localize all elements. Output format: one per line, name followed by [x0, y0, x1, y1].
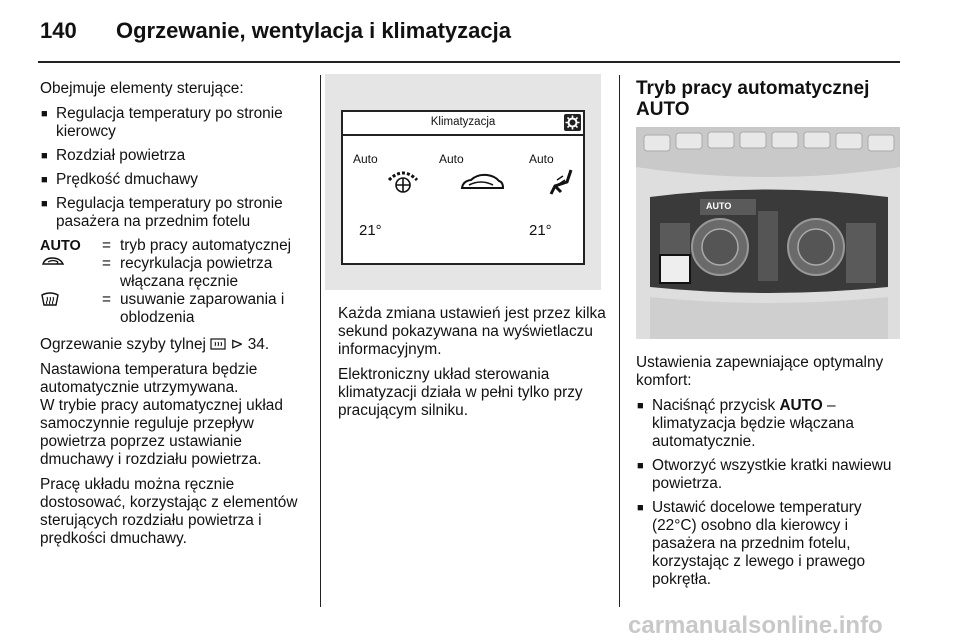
legend-eq: =	[102, 237, 111, 254]
legend-desc: recyrkulacja powietrza włączana ręcznie	[120, 255, 273, 290]
para-auto-maintain: Nastawiona temperatura będzie automatycznie utrzymywana.	[40, 361, 258, 396]
para-display-change: Każda zmiana ustawień jest przez kilka sekund pokazywana na wyświetlaczu informacyjnym.	[338, 305, 606, 358]
legend-eq: =	[102, 291, 111, 308]
auto-label-left: Auto	[353, 152, 378, 166]
list-item: ■ Regulacja temperatury po stronie pasażera na przednim fotelu	[40, 195, 302, 231]
intro-text: Obejmuje elementy sterujące:	[40, 80, 244, 97]
controls-list	[40, 105, 302, 231]
column-3	[636, 354, 902, 597]
info-display-figure	[325, 74, 601, 290]
auto-button-label: AUTO	[706, 201, 732, 211]
rear-window-text	[40, 336, 302, 354]
reference-arrow-icon: ⊳	[230, 336, 244, 353]
column-2	[338, 305, 608, 427]
display-title: Klimatyzacja	[343, 112, 583, 136]
seat-airflow-icon	[547, 168, 577, 203]
para-auto-mode: W trybie pracy automatycznej układ samoczynnie reguluje przepływ powietrza poprzez ustawianie dmuchawy i rozdziału powietrza.	[40, 397, 283, 468]
page-reference: 34.	[247, 336, 270, 353]
comfort-intro: Ustawienia zapewniające optymalny komfort:	[636, 354, 884, 389]
climate-display	[341, 110, 585, 265]
rear-window-label: Ogrzewanie szyby tylnej	[40, 336, 206, 353]
settings-gear-icon	[564, 114, 581, 131]
climate-control-panel-photo	[636, 127, 900, 339]
auto-steps-list	[636, 397, 902, 589]
column-divider-2	[619, 75, 620, 607]
page-title: Ogrzewanie, wentylacja i klimatyzacja	[116, 18, 511, 43]
para-engine-running: Elektroniczny układ sterowania klimatyzacji działa w pełni tylko przy pracującym silniku.	[338, 366, 583, 419]
header-divider	[38, 61, 900, 63]
list-item: ■ Prędkość dmuchawy	[40, 171, 302, 189]
step-text: Otworzyć wszystkie kratki nawiewu powietrza.	[652, 457, 892, 492]
list-item	[636, 397, 902, 451]
auto-label-right: Auto	[529, 152, 554, 166]
step-text: Naciśnąć przycisk	[652, 397, 780, 414]
para-manual: Pracę układu można ręcznie dostosować, korzystając z elementów sterujących rozdziału powietrza i prędkości dmuchawy.	[40, 476, 298, 547]
column-1	[40, 80, 302, 555]
temperature-left: 21°	[359, 222, 382, 239]
symbol-legend	[40, 237, 302, 327]
page-number: 140	[40, 18, 77, 43]
windshield-defrost-icon	[40, 291, 102, 327]
list-item: ■ Rozdział powietrza	[40, 147, 302, 165]
recirculation-icon	[40, 255, 102, 291]
legend-key-auto: AUTO	[40, 238, 81, 254]
auto-label-center: Auto	[439, 152, 464, 166]
step-text: – klimatyzacja będzie włączana automatycznie.	[652, 397, 854, 450]
rear-window-heater-icon	[210, 337, 226, 349]
section-title-auto-mode: Tryb pracy automatycznej AUTO	[636, 78, 870, 120]
watermark: carmanualsonline.info	[628, 612, 883, 639]
list-item: ■ Regulacja temperatury po stronie kierowcy	[40, 105, 302, 141]
column-divider-1	[320, 75, 321, 607]
list-item	[636, 457, 902, 493]
fan-icon	[385, 168, 421, 201]
legend-eq: =	[102, 255, 111, 272]
list-item	[636, 499, 902, 589]
car-recirculation-icon	[459, 172, 505, 199]
step-bold: AUTO	[779, 397, 823, 414]
legend-desc: tryb pracy automatycznej	[120, 237, 292, 254]
temperature-right: 21°	[529, 222, 552, 239]
legend-desc: usuwanie zaparowania i oblodzenia	[120, 291, 285, 326]
step-text: Ustawić docelowe temperatury (22°C) osobno dla kierowcy i pasażera na przednim fotelu, korzystając z lewego i prawego pokrętła.	[652, 499, 866, 588]
